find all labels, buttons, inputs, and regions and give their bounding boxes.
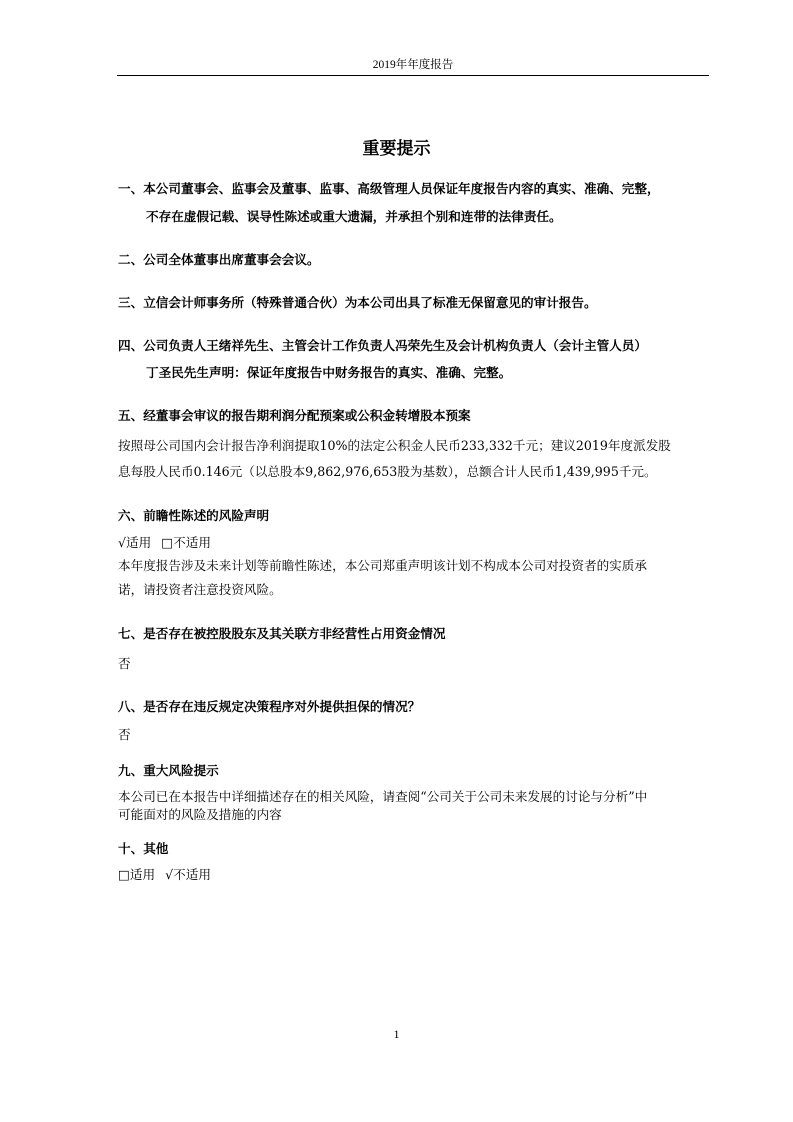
page-header: 2019年年度报告: [117, 58, 709, 76]
section-10-applicability: [118, 866, 211, 884]
section-8-heading: 八、是否存在违反规定决策程序对外提供担保的情况？: [118, 699, 421, 714]
section-2-line-1: 二、公司全体董事出席董事会会议。: [118, 252, 320, 267]
check-mark-icon: √: [118, 535, 127, 550]
section-6-body-1: 本年度报告涉及未来计划等前瞻性陈述，本公司郑重声明该计划不构成本公司对投资者的实质承: [118, 558, 647, 573]
empty-checkbox-icon: □: [118, 867, 130, 882]
section-8-answer: 否: [118, 727, 131, 742]
section-4-line-1: 四、公司负责人王绪祥先生、主管会计工作负责人冯荣先生及会计机构负责人（会计主管人员）: [118, 338, 647, 353]
section-6-body-2: 诺，请投资者注意投资风险。: [118, 582, 282, 597]
section-10-heading: 十、其他: [118, 841, 169, 856]
applicable-label: 适用: [129, 867, 156, 882]
section-1-line-2: 不存在虚假记载、误导性陈述或重大遗漏，并承担个别和连带的法律责任。: [146, 209, 562, 224]
applicable-label: 适用: [126, 535, 152, 550]
section-5-heading: 五、经董事会审议的报告期利润分配预案或公积金转增股本预案: [118, 408, 471, 423]
not-applicable-label: 不适用: [173, 867, 211, 882]
page-number: 1: [393, 1027, 400, 1041]
section-9-body-1: 本公司已在本报告中详细描述存在的相关风险，请查阅“公司关于公司未来发展的讨论与分析”中: [118, 789, 648, 804]
section-9-heading: 九、重大风险提示: [118, 763, 219, 778]
section-5-body-1: 按照母公司国内会计报告净利润提取10%的法定公积金人民币233,332千元；建议2019年度派发股: [118, 438, 671, 453]
section-6-heading: 六、前瞻性陈述的风险声明: [118, 508, 270, 523]
section-9-body-2: 可能面对的风险及措施的内容: [118, 807, 282, 822]
section-4-line-2: 丁圣民先生声明：保证年度报告中财务报告的真实、准确、完整。: [146, 365, 512, 380]
not-applicable-label: 不适用: [173, 535, 211, 550]
section-5-body-2: 息每股人民币0.146元（以总股本9,862,976,653股为基数），总额合计人民币1,439,995千元。: [118, 464, 657, 479]
page-title: 重要提示: [362, 139, 431, 159]
section-7-answer: 否: [118, 656, 131, 671]
section-6-applicability: [118, 534, 211, 552]
empty-checkbox-icon: □: [161, 535, 174, 550]
section-7-heading: 七、是否存在被控股股东及其关联方非经营性占用资金情况: [118, 626, 446, 641]
section-1-line-1: 一、本公司董事会、监事会及董事、监事、高级管理人员保证年度报告内容的真实、准确、完整，: [118, 181, 660, 196]
check-mark-icon: √: [165, 867, 174, 882]
section-3-line-1: 三、立信会计师事务所（特殊普通合伙）为本公司出具了标准无保留意见的审计报告。: [118, 295, 597, 310]
